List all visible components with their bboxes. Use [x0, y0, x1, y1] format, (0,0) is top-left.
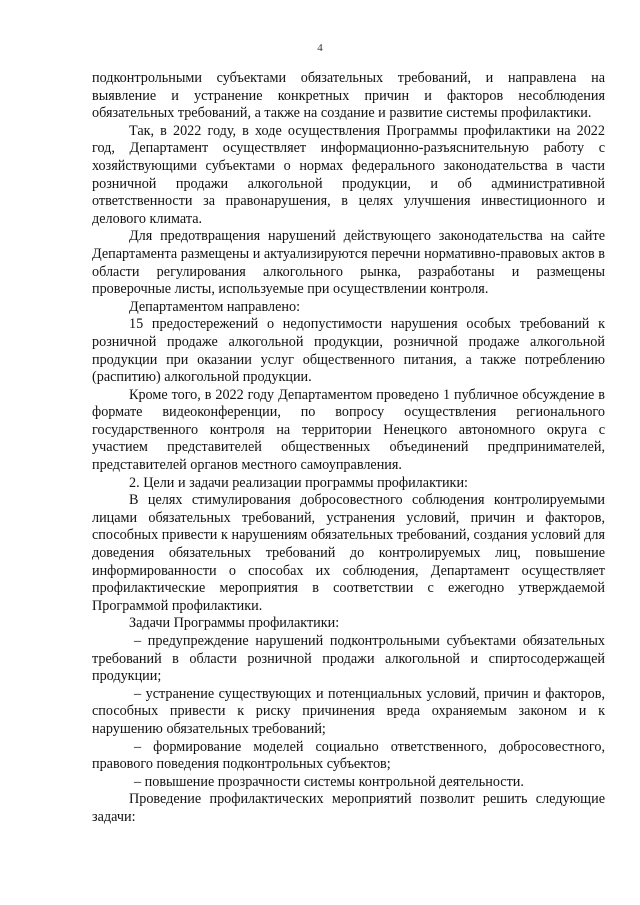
paragraph-2022-activities: Так, в 2022 году, в ходе осуществления Программы профилактики на 2022 год, Департамент осуществляет информационно-разъяснительную работу с хозяйствующими субъектами о нормах федерального законодательства в части розничной продажи алкогольной продукции, и об административной ответственности за правонарушения, в целях улучшения инвестиционного и делового климата.: [92, 122, 605, 227]
list-item: – предупреждение нарушений подконтрольными субъектами обязательных требований в области розничной продажи алкогольной и спиртосодержащей продукции;: [92, 633, 605, 685]
list-item: – повышение прозрачности системы контрольной деятельности.: [134, 773, 524, 790]
paragraph-tasks-intro: Проведение профилактических мероприятий позволит решить следующие задачи:: [92, 791, 605, 825]
page-number: 4: [317, 42, 323, 54]
paragraph-intro-continued: подконтрольными субъектами обязательных требований, и направлена на выявление и устранение конкретных причин и факторов несоблюдения обязательных требований, а также на создание и развитие системы профилактики.: [92, 70, 605, 122]
paragraph-prevention-site: Для предотвращения нарушений действующего законодательства на сайте Департамента размещены и актуализируются перечни нормативно-правовых актов в области регулирования алкогольного рынка, разработаны и размещены проверочные листы, используемые при осуществлении контроля.: [92, 228, 605, 298]
paragraph-goals: В целях стимулирования добросовестного соблюдения контролируемыми лицами обязательных требований, устранения условий, причин и факторов, способных привести к нарушениям обязательных требований, создания условий для доведения обязательных требований до контролируемых лиц, повышение информированности о способах их соблюдения, Департамент осуществляет профилактические мероприятия в соответствии с ежегодно утверждаемой Программой профилактики.: [92, 492, 605, 614]
list-item: – формирование моделей социально ответственного, добросовестного, правового поведения подконтрольных субъектов;: [92, 738, 605, 773]
tasks-heading: Задачи Программы профилактики:: [129, 615, 340, 632]
paragraph-department-sent: Департаментом направлено:: [129, 298, 301, 315]
document-body: [92, 70, 605, 827]
paragraph-warnings: 15 предостережений о недопустимости нарушения особых требований к розничной продаже алкогольной продукции, розничной продаже алкогольной продукции при оказании услуг общественного питания, а также потреблению (распитию) алкогольной продукции.: [92, 316, 605, 386]
section-heading-goals: 2. Цели и задачи реализации программы профилактики:: [129, 474, 468, 491]
list-item: – устранение существующих и потенциальных условий, причин и факторов, способных привести к риску причинения вреда охраняемым законом и к нарушению обязательных требований;: [92, 685, 605, 737]
paragraph-public-discussion: Кроме того, в 2022 году Департаментом проведено 1 публичное обсуждение в формате видеоконференции, по вопросу осуществления регионального государственного контроля на территории Ненецкого автономного округа с участием представителей общественных объединений предпринимателей, представителей органов местного самоуправления.: [92, 386, 605, 474]
